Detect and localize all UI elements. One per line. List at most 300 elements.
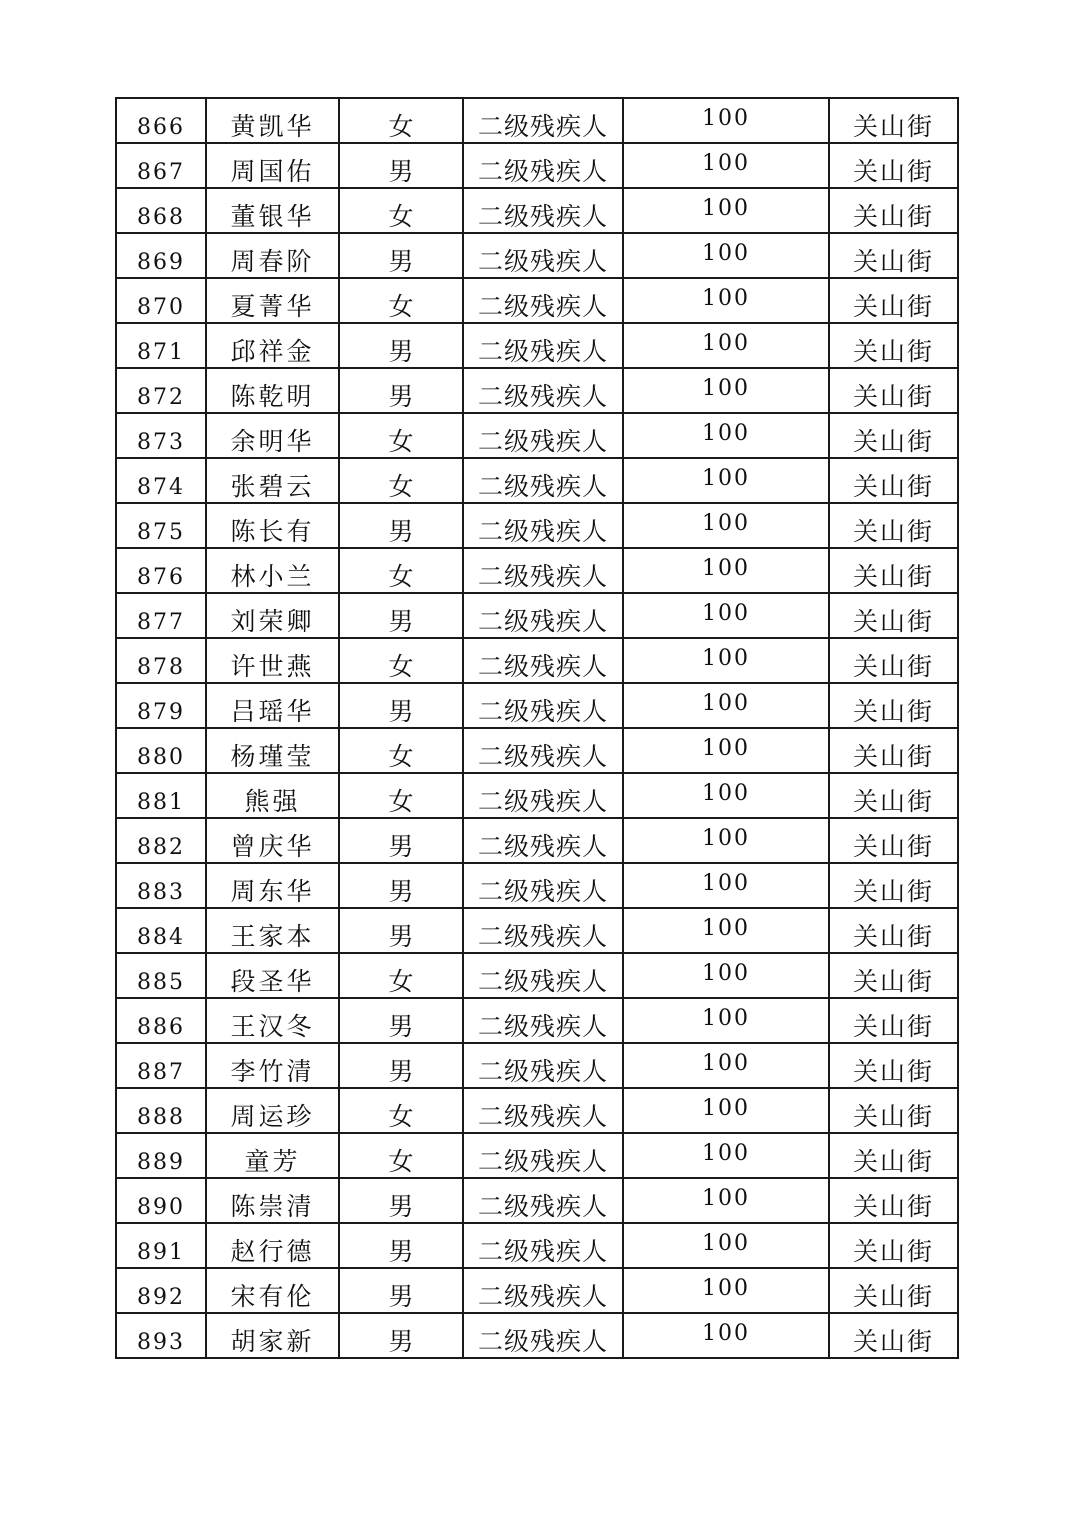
cell-gender bbox=[339, 998, 463, 1043]
cell-name bbox=[206, 1133, 339, 1178]
cell-gender-text: 男 bbox=[388, 1012, 414, 1041]
cell-disability-level bbox=[463, 1043, 623, 1088]
cell-serial-number-text: 876 bbox=[137, 565, 185, 590]
cell-gender-text: 女 bbox=[388, 112, 414, 141]
cell-serial-number bbox=[116, 953, 206, 998]
cell-serial-number-text: 873 bbox=[137, 430, 185, 455]
cell-name bbox=[206, 503, 339, 548]
cell-disability-level bbox=[463, 458, 623, 503]
cell-amount bbox=[623, 1178, 829, 1223]
cell-amount-text: 100 bbox=[702, 1276, 750, 1301]
cell-amount bbox=[623, 143, 829, 188]
cell-amount bbox=[623, 683, 829, 728]
cell-serial-number-text: 880 bbox=[137, 745, 185, 770]
cell-name-text: 王家本 bbox=[230, 922, 315, 951]
cell-name-text: 董银华 bbox=[230, 202, 315, 231]
cell-street-text: 关山街 bbox=[852, 1282, 934, 1311]
cell-disability-level bbox=[463, 1133, 623, 1178]
cell-amount bbox=[623, 953, 829, 998]
cell-street bbox=[829, 98, 958, 143]
cell-serial-number bbox=[116, 1313, 206, 1358]
cell-serial-number bbox=[116, 368, 206, 413]
cell-name bbox=[206, 278, 339, 323]
cell-disability-level-text: 二级残疾人 bbox=[477, 157, 608, 186]
cell-name bbox=[206, 368, 339, 413]
cell-gender bbox=[339, 728, 463, 773]
cell-amount-text: 100 bbox=[702, 421, 750, 446]
cell-disability-level-text: 二级残疾人 bbox=[477, 1192, 608, 1221]
table-row bbox=[116, 908, 958, 953]
cell-gender bbox=[339, 953, 463, 998]
cell-name-text: 段圣华 bbox=[230, 967, 315, 996]
cell-serial-number bbox=[116, 863, 206, 908]
cell-disability-level-text: 二级残疾人 bbox=[477, 292, 608, 321]
cell-disability-level bbox=[463, 188, 623, 233]
table-row bbox=[116, 233, 958, 278]
cell-serial-number-text: 890 bbox=[137, 1195, 185, 1220]
cell-street bbox=[829, 458, 958, 503]
cell-street-text: 关山街 bbox=[852, 472, 934, 501]
cell-gender-text: 男 bbox=[388, 607, 414, 636]
cell-street bbox=[829, 1268, 958, 1313]
cell-disability-level-text: 二级残疾人 bbox=[477, 517, 608, 546]
cell-street bbox=[829, 278, 958, 323]
cell-amount-text: 100 bbox=[702, 781, 750, 806]
cell-serial-number bbox=[116, 1178, 206, 1223]
cell-serial-number-text: 888 bbox=[137, 1105, 185, 1130]
cell-street bbox=[829, 1313, 958, 1358]
table-row bbox=[116, 773, 958, 818]
cell-amount bbox=[623, 1043, 829, 1088]
cell-gender bbox=[339, 1178, 463, 1223]
cell-disability-level bbox=[463, 638, 623, 683]
cell-name-text: 宋有伦 bbox=[230, 1282, 315, 1311]
cell-amount-text: 100 bbox=[702, 151, 750, 176]
cell-amount-text: 100 bbox=[702, 466, 750, 491]
cell-gender bbox=[339, 188, 463, 233]
cell-name bbox=[206, 143, 339, 188]
cell-name bbox=[206, 683, 339, 728]
cell-amount bbox=[623, 998, 829, 1043]
cell-amount bbox=[623, 503, 829, 548]
cell-name bbox=[206, 863, 339, 908]
cell-amount-text: 100 bbox=[702, 1096, 750, 1121]
cell-amount bbox=[623, 1133, 829, 1178]
cell-amount bbox=[623, 368, 829, 413]
cell-amount-text: 100 bbox=[702, 646, 750, 671]
cell-serial-number-text: 870 bbox=[137, 295, 185, 320]
cell-serial-number bbox=[116, 143, 206, 188]
cell-street-text: 关山街 bbox=[852, 112, 934, 141]
cell-name-text: 童芳 bbox=[244, 1147, 301, 1176]
cell-street-text: 关山街 bbox=[852, 787, 934, 816]
cell-name-text: 张碧云 bbox=[230, 472, 315, 501]
cell-amount bbox=[623, 458, 829, 503]
cell-serial-number bbox=[116, 188, 206, 233]
cell-serial-number bbox=[116, 773, 206, 818]
cell-name bbox=[206, 413, 339, 458]
cell-amount bbox=[623, 1088, 829, 1133]
cell-gender-text: 男 bbox=[388, 1057, 414, 1086]
table-body bbox=[116, 98, 958, 1358]
cell-street-text: 关山街 bbox=[852, 1147, 934, 1176]
cell-serial-number-text: 874 bbox=[137, 475, 185, 500]
cell-gender-text: 女 bbox=[388, 742, 414, 771]
cell-disability-level bbox=[463, 503, 623, 548]
cell-serial-number-text: 867 bbox=[137, 160, 185, 185]
cell-gender bbox=[339, 1088, 463, 1133]
cell-street bbox=[829, 593, 958, 638]
cell-disability-level bbox=[463, 1313, 623, 1358]
cell-serial-number bbox=[116, 1223, 206, 1268]
table-row bbox=[116, 638, 958, 683]
cell-street bbox=[829, 773, 958, 818]
cell-street bbox=[829, 323, 958, 368]
table-row bbox=[116, 818, 958, 863]
cell-serial-number-text: 879 bbox=[137, 700, 185, 725]
cell-serial-number-text: 885 bbox=[137, 970, 185, 995]
table-row bbox=[116, 413, 958, 458]
cell-serial-number-text: 875 bbox=[137, 520, 185, 545]
cell-name bbox=[206, 1088, 339, 1133]
cell-gender-text: 男 bbox=[388, 1237, 414, 1266]
cell-gender bbox=[339, 548, 463, 593]
cell-disability-level bbox=[463, 1178, 623, 1223]
cell-amount-text: 100 bbox=[702, 1321, 750, 1346]
cell-street bbox=[829, 818, 958, 863]
cell-street bbox=[829, 233, 958, 278]
cell-amount bbox=[623, 548, 829, 593]
cell-street-text: 关山街 bbox=[852, 1012, 934, 1041]
cell-disability-level bbox=[463, 773, 623, 818]
cell-name-text: 赵行德 bbox=[230, 1237, 315, 1266]
cell-amount-text: 100 bbox=[702, 1186, 750, 1211]
cell-gender bbox=[339, 818, 463, 863]
cell-street-text: 关山街 bbox=[852, 1192, 934, 1221]
cell-amount bbox=[623, 323, 829, 368]
cell-street bbox=[829, 683, 958, 728]
cell-gender bbox=[339, 1043, 463, 1088]
cell-name bbox=[206, 233, 339, 278]
cell-serial-number bbox=[116, 233, 206, 278]
cell-street-text: 关山街 bbox=[852, 1102, 934, 1131]
cell-amount-text: 100 bbox=[702, 1006, 750, 1031]
cell-disability-level-text: 二级残疾人 bbox=[477, 1012, 608, 1041]
cell-gender-text: 女 bbox=[388, 202, 414, 231]
cell-street-text: 关山街 bbox=[852, 697, 934, 726]
cell-serial-number-text: 886 bbox=[137, 1015, 185, 1040]
cell-serial-number bbox=[116, 1043, 206, 1088]
cell-serial-number bbox=[116, 728, 206, 773]
cell-serial-number-text: 869 bbox=[137, 250, 185, 275]
cell-serial-number-text: 891 bbox=[137, 1240, 185, 1265]
table-row bbox=[116, 1313, 958, 1358]
cell-street-text: 关山街 bbox=[852, 922, 934, 951]
cell-amount bbox=[623, 278, 829, 323]
cell-street bbox=[829, 548, 958, 593]
cell-amount bbox=[623, 98, 829, 143]
cell-street bbox=[829, 1043, 958, 1088]
cell-street bbox=[829, 908, 958, 953]
cell-gender-text: 女 bbox=[388, 427, 414, 456]
cell-disability-level bbox=[463, 548, 623, 593]
cell-name-text: 陈乾明 bbox=[230, 382, 315, 411]
cell-serial-number-text: 883 bbox=[137, 880, 185, 905]
cell-gender bbox=[339, 1268, 463, 1313]
cell-gender-text: 女 bbox=[388, 1102, 414, 1131]
cell-disability-level-text: 二级残疾人 bbox=[477, 697, 608, 726]
cell-disability-level-text: 二级残疾人 bbox=[477, 787, 608, 816]
cell-street-text: 关山街 bbox=[852, 427, 934, 456]
cell-serial-number-text: 877 bbox=[137, 610, 185, 635]
cell-name bbox=[206, 953, 339, 998]
cell-name-text: 杨瑾莹 bbox=[230, 742, 315, 771]
cell-street-text: 关山街 bbox=[852, 1327, 934, 1356]
cell-name bbox=[206, 638, 339, 683]
cell-amount bbox=[623, 863, 829, 908]
cell-amount-text: 100 bbox=[702, 511, 750, 536]
cell-disability-level bbox=[463, 1268, 623, 1313]
cell-name-text: 余明华 bbox=[230, 427, 315, 456]
cell-gender-text: 女 bbox=[388, 472, 414, 501]
cell-serial-number bbox=[116, 503, 206, 548]
cell-amount bbox=[623, 818, 829, 863]
cell-disability-level-text: 二级残疾人 bbox=[477, 1057, 608, 1086]
cell-gender bbox=[339, 98, 463, 143]
cell-disability-level bbox=[463, 143, 623, 188]
cell-disability-level-text: 二级残疾人 bbox=[477, 1147, 608, 1176]
cell-gender bbox=[339, 1223, 463, 1268]
cell-amount-text: 100 bbox=[702, 961, 750, 986]
cell-amount bbox=[623, 728, 829, 773]
table-row bbox=[116, 728, 958, 773]
cell-street bbox=[829, 143, 958, 188]
cell-serial-number-text: 882 bbox=[137, 835, 185, 860]
cell-gender bbox=[339, 638, 463, 683]
cell-serial-number bbox=[116, 413, 206, 458]
cell-gender-text: 男 bbox=[388, 1327, 414, 1356]
cell-disability-level bbox=[463, 413, 623, 458]
cell-gender bbox=[339, 458, 463, 503]
cell-street-text: 关山街 bbox=[852, 832, 934, 861]
cell-gender bbox=[339, 908, 463, 953]
beneficiary-table bbox=[115, 97, 959, 1359]
cell-disability-level bbox=[463, 593, 623, 638]
table-row bbox=[116, 503, 958, 548]
table-row bbox=[116, 323, 958, 368]
cell-amount bbox=[623, 1223, 829, 1268]
cell-serial-number bbox=[116, 593, 206, 638]
cell-gender-text: 女 bbox=[388, 1147, 414, 1176]
cell-gender-text: 女 bbox=[388, 652, 414, 681]
cell-amount bbox=[623, 413, 829, 458]
cell-name-text: 许世燕 bbox=[230, 652, 315, 681]
cell-street-text: 关山街 bbox=[852, 1057, 934, 1086]
cell-gender-text: 男 bbox=[388, 1282, 414, 1311]
cell-serial-number bbox=[116, 458, 206, 503]
table-row bbox=[116, 998, 958, 1043]
cell-name-text: 曾庆华 bbox=[230, 832, 315, 861]
cell-street bbox=[829, 1223, 958, 1268]
cell-street-text: 关山街 bbox=[852, 382, 934, 411]
cell-name-text: 周东华 bbox=[230, 877, 315, 906]
cell-disability-level bbox=[463, 368, 623, 413]
cell-amount-text: 100 bbox=[702, 196, 750, 221]
table-row bbox=[116, 593, 958, 638]
cell-amount bbox=[623, 908, 829, 953]
table-row bbox=[116, 1178, 958, 1223]
cell-disability-level-text: 二级残疾人 bbox=[477, 607, 608, 636]
cell-street bbox=[829, 638, 958, 683]
cell-disability-level-text: 二级残疾人 bbox=[477, 1237, 608, 1266]
table-row bbox=[116, 188, 958, 233]
cell-disability-level bbox=[463, 323, 623, 368]
cell-street-text: 关山街 bbox=[852, 517, 934, 546]
cell-amount-text: 100 bbox=[702, 331, 750, 356]
cell-serial-number bbox=[116, 908, 206, 953]
cell-disability-level-text: 二级残疾人 bbox=[477, 1327, 608, 1356]
cell-street bbox=[829, 188, 958, 233]
table-row bbox=[116, 98, 958, 143]
cell-serial-number-text: 878 bbox=[137, 655, 185, 680]
cell-gender-text: 男 bbox=[388, 877, 414, 906]
cell-street-text: 关山街 bbox=[852, 652, 934, 681]
cell-disability-level-text: 二级残疾人 bbox=[477, 832, 608, 861]
cell-name-text: 李竹清 bbox=[230, 1057, 315, 1086]
cell-serial-number bbox=[116, 683, 206, 728]
cell-disability-level-text: 二级残疾人 bbox=[477, 562, 608, 591]
cell-name bbox=[206, 773, 339, 818]
cell-amount-text: 100 bbox=[702, 871, 750, 896]
cell-name bbox=[206, 908, 339, 953]
cell-amount-text: 100 bbox=[702, 601, 750, 626]
cell-street bbox=[829, 953, 958, 998]
cell-street bbox=[829, 863, 958, 908]
cell-name bbox=[206, 323, 339, 368]
cell-amount bbox=[623, 638, 829, 683]
cell-name bbox=[206, 998, 339, 1043]
cell-amount-text: 100 bbox=[702, 376, 750, 401]
cell-street-text: 关山街 bbox=[852, 877, 934, 906]
cell-name-text: 陈长有 bbox=[230, 517, 315, 546]
cell-name-text: 周运珍 bbox=[230, 1102, 315, 1131]
cell-gender-text: 男 bbox=[388, 247, 414, 276]
cell-street-text: 关山街 bbox=[852, 337, 934, 366]
cell-amount bbox=[623, 773, 829, 818]
cell-gender bbox=[339, 233, 463, 278]
cell-disability-level-text: 二级残疾人 bbox=[477, 382, 608, 411]
cell-name bbox=[206, 548, 339, 593]
cell-street bbox=[829, 503, 958, 548]
cell-disability-level-text: 二级残疾人 bbox=[477, 337, 608, 366]
cell-gender-text: 男 bbox=[388, 517, 414, 546]
table-row bbox=[116, 143, 958, 188]
cell-serial-number bbox=[116, 1268, 206, 1313]
cell-street-text: 关山街 bbox=[852, 742, 934, 771]
cell-gender bbox=[339, 593, 463, 638]
cell-name bbox=[206, 593, 339, 638]
cell-street bbox=[829, 1133, 958, 1178]
cell-amount bbox=[623, 188, 829, 233]
cell-gender bbox=[339, 503, 463, 548]
cell-gender bbox=[339, 683, 463, 728]
cell-name bbox=[206, 458, 339, 503]
cell-disability-level-text: 二级残疾人 bbox=[477, 1282, 608, 1311]
cell-name-text: 黄凯华 bbox=[230, 112, 315, 141]
cell-name bbox=[206, 1268, 339, 1313]
cell-name-text: 周春阶 bbox=[230, 247, 315, 276]
cell-disability-level bbox=[463, 953, 623, 998]
cell-gender-text: 男 bbox=[388, 157, 414, 186]
cell-gender-text: 女 bbox=[388, 562, 414, 591]
table-row bbox=[116, 1043, 958, 1088]
cell-disability-level bbox=[463, 1088, 623, 1133]
cell-serial-number-text: 889 bbox=[137, 1150, 185, 1175]
table-row bbox=[116, 683, 958, 728]
cell-amount-text: 100 bbox=[702, 736, 750, 761]
cell-serial-number-text: 892 bbox=[137, 1285, 185, 1310]
cell-street-text: 关山街 bbox=[852, 967, 934, 996]
cell-amount-text: 100 bbox=[702, 106, 750, 131]
cell-name-text: 熊强 bbox=[244, 787, 301, 816]
table-row bbox=[116, 458, 958, 503]
cell-disability-level bbox=[463, 278, 623, 323]
cell-disability-level-text: 二级残疾人 bbox=[477, 472, 608, 501]
cell-amount-text: 100 bbox=[702, 556, 750, 581]
cell-disability-level bbox=[463, 98, 623, 143]
cell-serial-number-text: 872 bbox=[137, 385, 185, 410]
cell-name bbox=[206, 728, 339, 773]
cell-amount-text: 100 bbox=[702, 826, 750, 851]
cell-gender bbox=[339, 863, 463, 908]
cell-disability-level-text: 二级残疾人 bbox=[477, 112, 608, 141]
table-row bbox=[116, 1223, 958, 1268]
cell-name bbox=[206, 1178, 339, 1223]
cell-street-text: 关山街 bbox=[852, 1237, 934, 1266]
cell-gender-text: 女 bbox=[388, 292, 414, 321]
cell-disability-level bbox=[463, 1223, 623, 1268]
table-row bbox=[116, 863, 958, 908]
table-row bbox=[116, 1133, 958, 1178]
cell-name-text: 王汉冬 bbox=[230, 1012, 315, 1041]
table-row bbox=[116, 953, 958, 998]
cell-disability-level bbox=[463, 233, 623, 278]
cell-serial-number-text: 884 bbox=[137, 925, 185, 950]
cell-gender-text: 男 bbox=[388, 1192, 414, 1221]
cell-gender-text: 男 bbox=[388, 832, 414, 861]
cell-disability-level-text: 二级残疾人 bbox=[477, 652, 608, 681]
cell-street bbox=[829, 413, 958, 458]
cell-name-text: 周国佑 bbox=[230, 157, 315, 186]
table-row bbox=[116, 548, 958, 593]
cell-name bbox=[206, 1223, 339, 1268]
cell-gender bbox=[339, 773, 463, 818]
cell-gender bbox=[339, 323, 463, 368]
cell-amount bbox=[623, 1268, 829, 1313]
cell-name bbox=[206, 1043, 339, 1088]
cell-serial-number-text: 893 bbox=[137, 1330, 185, 1355]
cell-disability-level bbox=[463, 863, 623, 908]
table-row bbox=[116, 278, 958, 323]
cell-serial-number-text: 866 bbox=[137, 115, 185, 140]
cell-amount bbox=[623, 593, 829, 638]
cell-amount-text: 100 bbox=[702, 241, 750, 266]
cell-street-text: 关山街 bbox=[852, 202, 934, 231]
cell-amount-text: 100 bbox=[702, 691, 750, 716]
cell-serial-number bbox=[116, 323, 206, 368]
cell-gender bbox=[339, 143, 463, 188]
cell-gender bbox=[339, 1133, 463, 1178]
